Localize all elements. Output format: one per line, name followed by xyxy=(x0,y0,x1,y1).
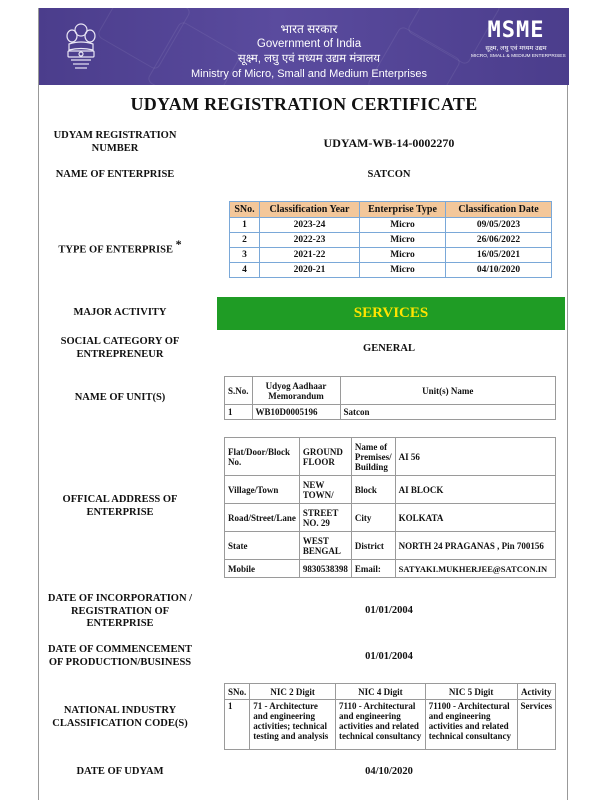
date-of-udyam-value: 04/10/2020 xyxy=(365,766,413,777)
cell: 2021-22 xyxy=(260,248,360,263)
cell: Micro xyxy=(360,263,446,278)
registration-label-line2: NUMBER xyxy=(91,142,139,154)
incorporation-label-line1: DATE OF INCORPORATION / xyxy=(47,593,193,604)
col-enterprise-type: Enterprise Type xyxy=(360,202,446,218)
hindi-government: भारत सरकार xyxy=(280,22,338,36)
table-row xyxy=(230,263,552,278)
cell: District xyxy=(351,532,395,560)
commencement-label xyxy=(45,644,195,669)
cell: AI 56 xyxy=(395,438,555,476)
ministry-name: Ministry of Micro, Small and Medium Enterprises xyxy=(191,68,427,80)
cell: 2 xyxy=(230,233,260,248)
cell: 09/05/2023 xyxy=(446,218,552,233)
col-unit-name: Unit(s) Name xyxy=(340,377,555,405)
table-row xyxy=(225,532,556,560)
col-nic4: NIC 4 Digit xyxy=(336,684,426,700)
cell: Micro xyxy=(360,218,446,233)
nic-table xyxy=(224,683,556,750)
table-row xyxy=(225,405,556,420)
col-activity: Activity xyxy=(517,684,556,700)
registration-number-label xyxy=(45,130,185,155)
cell: 71100 - Architectural and engineering activities and related technical consultancy xyxy=(425,700,517,750)
cell: KOLKATA xyxy=(395,504,555,532)
enterprise-type-label xyxy=(45,238,195,257)
table-row xyxy=(225,560,556,578)
cell: NEW TOWN/ xyxy=(299,476,351,504)
cell: STREET NO. 29 xyxy=(299,504,351,532)
cell: Mobile xyxy=(225,560,300,578)
email-value: SATYAKI.MUKHERJEE@SATCON.IN xyxy=(395,560,555,578)
table-row xyxy=(230,218,552,233)
cell: 26/06/2022 xyxy=(446,233,552,248)
certificate-title: UDYAM REGISTRATION CERTIFICATE xyxy=(130,94,478,114)
cell: 9830538398 xyxy=(299,560,351,578)
nic-label xyxy=(45,705,195,730)
cell: 2020-21 xyxy=(260,263,360,278)
asterisk: * xyxy=(175,237,182,251)
cell: 3 xyxy=(230,248,260,263)
col-classification-date: Classification Date xyxy=(446,202,552,218)
incorporation-label xyxy=(45,593,195,631)
commencement-date: 01/01/2004 xyxy=(365,651,413,662)
table-header-row xyxy=(225,684,556,700)
cell: 16/05/2021 xyxy=(446,248,552,263)
table-row xyxy=(225,438,556,476)
cell: 2022-23 xyxy=(260,233,360,248)
cell: 4 xyxy=(230,263,260,278)
address-label-line2: ENTERPRISE xyxy=(86,506,154,518)
enterprise-name-label: NAME OF ENTERPRISE xyxy=(55,169,175,180)
social-category-value: GENERAL xyxy=(363,343,415,354)
national-emblem-icon xyxy=(61,20,101,72)
date-of-udyam-label: DATE OF UDYAM xyxy=(76,766,164,777)
table-row xyxy=(225,476,556,504)
cell: NORTH 24 PRAGANAS , Pin 700156 xyxy=(395,532,555,560)
table-header-row xyxy=(225,377,556,405)
address-label-line1: OFFICAL ADDRESS OF xyxy=(62,494,178,505)
classification-table xyxy=(229,201,552,278)
cell: 7110 - Architectural and engineering activities and related technical consultancy xyxy=(336,700,426,750)
col-sno: S.No. xyxy=(225,377,253,405)
cell: 1 xyxy=(225,405,253,420)
government-of-india: Government of India xyxy=(256,38,362,50)
col-udyog-aadhaar: Udyog Aadhaar Memorandum xyxy=(252,377,340,405)
table-row xyxy=(230,248,552,263)
col-classification-year: Classification Year xyxy=(260,202,360,218)
social-category-label-line2: ENTREPRENEUR xyxy=(76,348,164,360)
nic-label-line2: CLASSIFICATION CODE(S) xyxy=(52,717,188,729)
cell: Road/Street/Lane xyxy=(225,504,300,532)
table-row xyxy=(225,700,556,750)
cell: WB10D0005196 xyxy=(252,405,340,420)
enterprise-name: SATCON xyxy=(367,169,411,180)
cell: Village/Town xyxy=(225,476,300,504)
cell: Satcon xyxy=(340,405,555,420)
commencement-label-line2: OF PRODUCTION/BUSINESS xyxy=(48,656,192,668)
table-row xyxy=(225,504,556,532)
cell: State xyxy=(225,532,300,560)
cell: 1 xyxy=(225,700,250,750)
cell: Email: xyxy=(351,560,395,578)
cell: GROUND FLOOR xyxy=(299,438,351,476)
cell: WEST BENGAL xyxy=(299,532,351,560)
incorporation-label-line2: REGISTRATION OF xyxy=(70,605,170,617)
cell: Flat/Door/Block No. xyxy=(225,438,300,476)
cell: Block xyxy=(351,476,395,504)
cell: Services xyxy=(517,700,556,750)
cell: Micro xyxy=(360,233,446,248)
ministry-header xyxy=(39,8,569,85)
social-category-label-line1: SOCIAL CATEGORY OF xyxy=(60,336,180,347)
cell: AI BLOCK xyxy=(395,476,555,504)
certificate-page xyxy=(38,8,568,800)
msme-hindi: सूक्ष्म, लघु एवं मध्यम उद्यम xyxy=(485,45,547,52)
major-activity-value: SERVICES xyxy=(217,297,565,330)
units-label: NAME OF UNIT(S) xyxy=(74,392,166,403)
incorporation-date: 01/01/2004 xyxy=(365,605,413,616)
msme-logo-text: MSME xyxy=(487,18,545,43)
cell: Micro xyxy=(360,248,446,263)
units-table xyxy=(224,376,556,420)
cell: 71 - Architecture and engineering activities; technical testing and analysis xyxy=(250,700,336,750)
cell: 1 xyxy=(230,218,260,233)
major-activity-label: MAJOR ACTIVITY xyxy=(73,307,167,318)
social-category-label xyxy=(45,336,195,361)
msme-logo xyxy=(471,18,566,60)
col-sno: SNo. xyxy=(230,202,260,218)
address-label xyxy=(45,494,195,519)
hindi-ministry: सूक्ष्म, लघु एवं मध्यम उद्यम मंत्रालय xyxy=(237,53,381,65)
col-nic5: NIC 5 Digit xyxy=(425,684,517,700)
col-sno: SNo. xyxy=(225,684,250,700)
registration-label-line1: UDYAM REGISTRATION xyxy=(53,130,177,141)
cell: Name of Premises/ Building xyxy=(351,438,395,476)
cell: 2023-24 xyxy=(260,218,360,233)
address-table xyxy=(224,437,556,578)
commencement-label-line1: DATE OF COMMENCEMENT xyxy=(47,644,193,655)
cell: City xyxy=(351,504,395,532)
cell: 04/10/2020 xyxy=(446,263,552,278)
table-row xyxy=(230,233,552,248)
enterprise-type-label-text: TYPE OF ENTERPRISE xyxy=(58,244,173,256)
col-nic2: NIC 2 Digit xyxy=(250,684,336,700)
msme-english: MICRO, SMALL & MEDIUM ENTERPRISES xyxy=(471,54,566,59)
registration-number: UDYAM-WB-14-0002270 xyxy=(323,136,455,150)
nic-label-line1: NATIONAL INDUSTRY xyxy=(63,705,177,716)
header-text xyxy=(189,22,429,82)
incorporation-label-line3: ENTERPRISE xyxy=(86,618,154,629)
